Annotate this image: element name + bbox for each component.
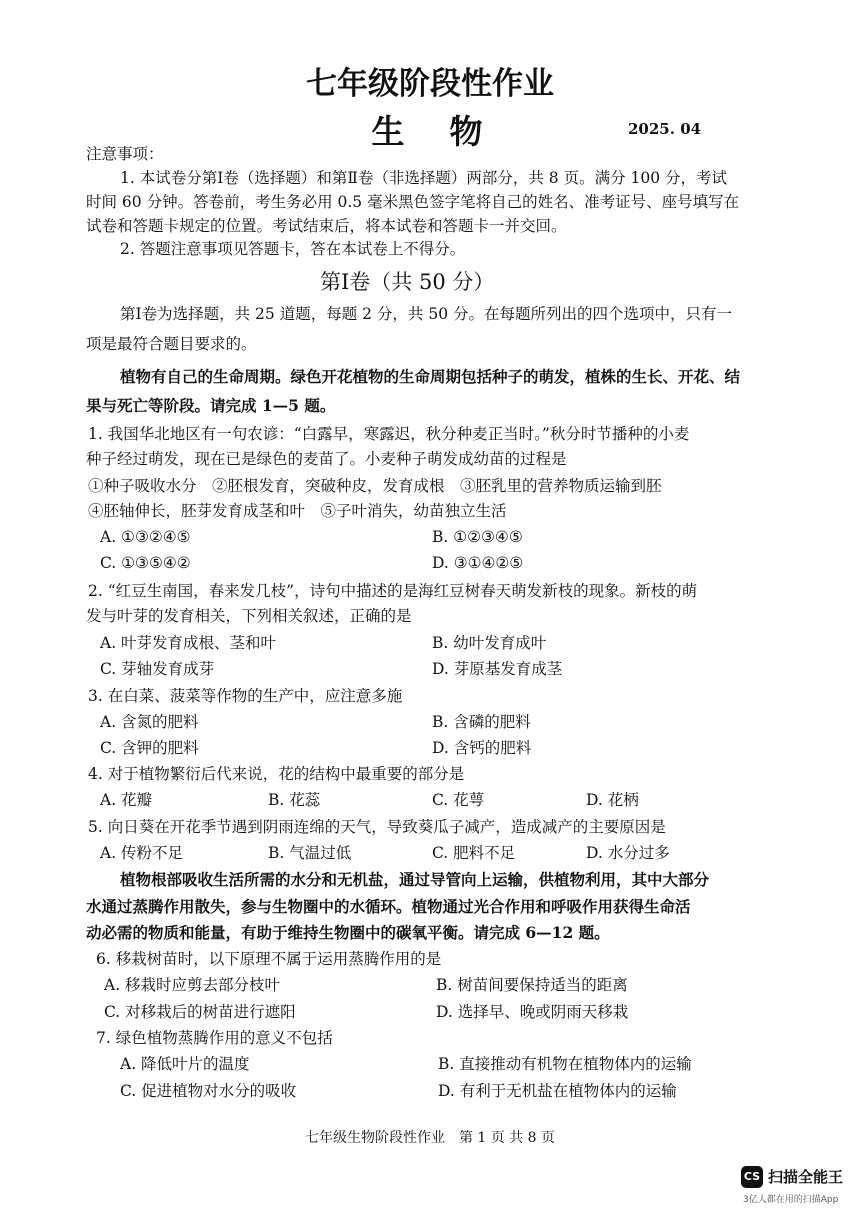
- q1-option-d: D. ③①④②⑤: [432, 554, 524, 572]
- section-1-title: 第Ⅰ卷（共 50 分）: [320, 270, 495, 294]
- q4-stem: 4. 对于植物繁衍后代来说，花的结构中最重要的部分是: [88, 765, 465, 783]
- notes-heading: 注意事项：: [86, 145, 164, 163]
- q2-option-c: C. 芽轴发育成芽: [100, 660, 215, 678]
- subject-title: 生 物: [371, 112, 489, 151]
- q6-option-d: D. 选择早、晚或阴雨天移栽: [436, 1003, 629, 1021]
- q3-option-d: D. 含钙的肥料: [432, 739, 532, 757]
- q2-option-b: B. 幼叶发育成叶: [432, 634, 547, 652]
- q1-steps-2: ④胚轴伸长，胚芽发育成茎和叶 ⑤子叶消失，幼苗独立生活: [88, 502, 507, 520]
- q4-option-d: D. 花柄: [586, 791, 639, 809]
- q7-option-a: A. 降低叶片的温度: [120, 1055, 250, 1073]
- q2-option-d: D. 芽原基发育成茎: [432, 660, 563, 678]
- camscanner-tagline: 3亿人都在用的扫描App: [743, 1195, 839, 1205]
- q7-option-d: D. 有利于无机盐在植物体内的运输: [438, 1082, 677, 1100]
- page-footer: 七年级生物阶段性作业 第 1 页 共 8 页: [304, 1130, 556, 1146]
- q5-stem: 5. 向日葵在开花季节遇到阴雨连绵的天气，导致葵瓜子减产，造成减产的主要原因是: [88, 818, 666, 836]
- q1-option-a: A. ①③②④⑤: [100, 528, 191, 546]
- camscanner-logo-icon: CS: [741, 1166, 763, 1188]
- exam-title: 七年级阶段性作业: [306, 66, 554, 102]
- q1-steps-1: ①种子吸收水分 ②胚根发育，突破种皮，发育成根 ③胚乳里的营养物质运输到胚: [88, 477, 662, 495]
- section-1-intro-2: 项是最符合题目要求的。: [86, 335, 257, 353]
- q6-stem: 6. 移栽树苗时，以下原理不属于运用蒸腾作用的是: [96, 950, 442, 968]
- q4-option-b: B. 花蕊: [268, 791, 321, 809]
- q1-stem-2: 种子经过萌发，现在已是绿色的麦苗了。小麦种子萌发成幼苗的过程是: [86, 450, 567, 468]
- exam-date: 2025. 04: [628, 120, 702, 138]
- passage-2-line-1: 植物根部吸收生活所需的水分和无机盐，通过导管向上运输，供植物利用，其中大部分: [120, 870, 710, 889]
- q5-option-b: B. 气温过低: [268, 844, 352, 862]
- q2-stem-2: 发与叶芽的发育相关，下列相关叙述，正确的是: [86, 607, 412, 625]
- note-1-line-3: 试卷和答题卡规定的位置。考试结束后，将本试卷和答题卡一并交回。: [86, 217, 567, 235]
- passage-2-line-3: 动必需的物质和能量，有助于维持生物圈中的碳氧平衡。请完成 6—12 题。: [86, 923, 610, 942]
- q1-option-b: B. ①②③④⑤: [432, 528, 523, 546]
- q3-option-c: C. 含钾的肥料: [100, 739, 199, 757]
- note-1-line-2: 时间 60 分钟。答卷前，考生务必用 0.5 毫米黑色签字笔将自己的姓名、准考证号、座号填写在: [86, 193, 740, 211]
- q4-option-a: A. 花瓣: [100, 791, 153, 809]
- q1-option-c: C. ①③⑤④②: [100, 554, 191, 572]
- camscanner-name: 扫描全能王: [768, 1168, 844, 1186]
- q3-option-a: A. 含氮的肥料: [100, 713, 199, 731]
- note-2: 2. 答题注意事项见答题卡，答在本试卷上不得分。: [120, 240, 466, 258]
- q3-option-b: B. 含磷的肥料: [432, 713, 531, 731]
- q7-option-c: C. 促进植物对水分的吸收: [120, 1082, 297, 1100]
- q7-stem: 7. 绿色植物蒸腾作用的意义不包括: [96, 1029, 333, 1047]
- q5-option-a: A. 传粉不足: [100, 844, 184, 862]
- q5-option-d: D. 水分过多: [586, 844, 670, 862]
- q2-option-a: A. 叶芽发育成根、茎和叶: [100, 634, 277, 652]
- q6-option-a: A. 移栽时应剪去部分枝叶: [104, 976, 281, 994]
- passage-1-line-2: 果与死亡等阶段。请完成 1—5 题。: [86, 396, 336, 415]
- note-1-line-1: 1. 本试卷分第Ⅰ卷（选择题）和第Ⅱ卷（非选择题）两部分，共 8 页。满分 100 分，考试: [120, 169, 728, 187]
- q1-stem-1: 1. 我国华北地区有一句农谚：“白露早，寒露迟，秋分种麦正当时。”秋分时节播种的小麦: [88, 425, 690, 443]
- passage-2-line-2: 水通过蒸腾作用散失，参与生物圈中的水循环。植物通过光合作用和呼吸作用获得生命活: [86, 897, 691, 916]
- q6-option-b: B. 树苗间要保持适当的距离: [436, 976, 628, 994]
- q5-option-c: C. 肥料不足: [432, 844, 516, 862]
- q7-option-b: B. 直接推动有机物在植物体内的运输: [438, 1055, 692, 1073]
- q4-option-c: C. 花萼: [432, 791, 485, 809]
- q6-option-c: C. 对移栽后的树苗进行遮阳: [104, 1003, 296, 1021]
- q2-stem-1: 2. “红豆生南国，春来发几枝”，诗句中描述的是海红豆树春天萌发新枝的现象。新枝的萌: [88, 582, 698, 600]
- passage-1-line-1: 植物有自己的生命周期。绿色开花植物的生命周期包括种子的萌发，植株的生长、开花、结: [120, 367, 741, 386]
- section-1-intro-1: 第Ⅰ卷为选择题，共 25 道题，每题 2 分，共 50 分。在每题所列出的四个选项中，只有一: [120, 305, 732, 323]
- q3-stem: 3. 在白菜、菠菜等作物的生产中，应注意多施: [88, 687, 403, 705]
